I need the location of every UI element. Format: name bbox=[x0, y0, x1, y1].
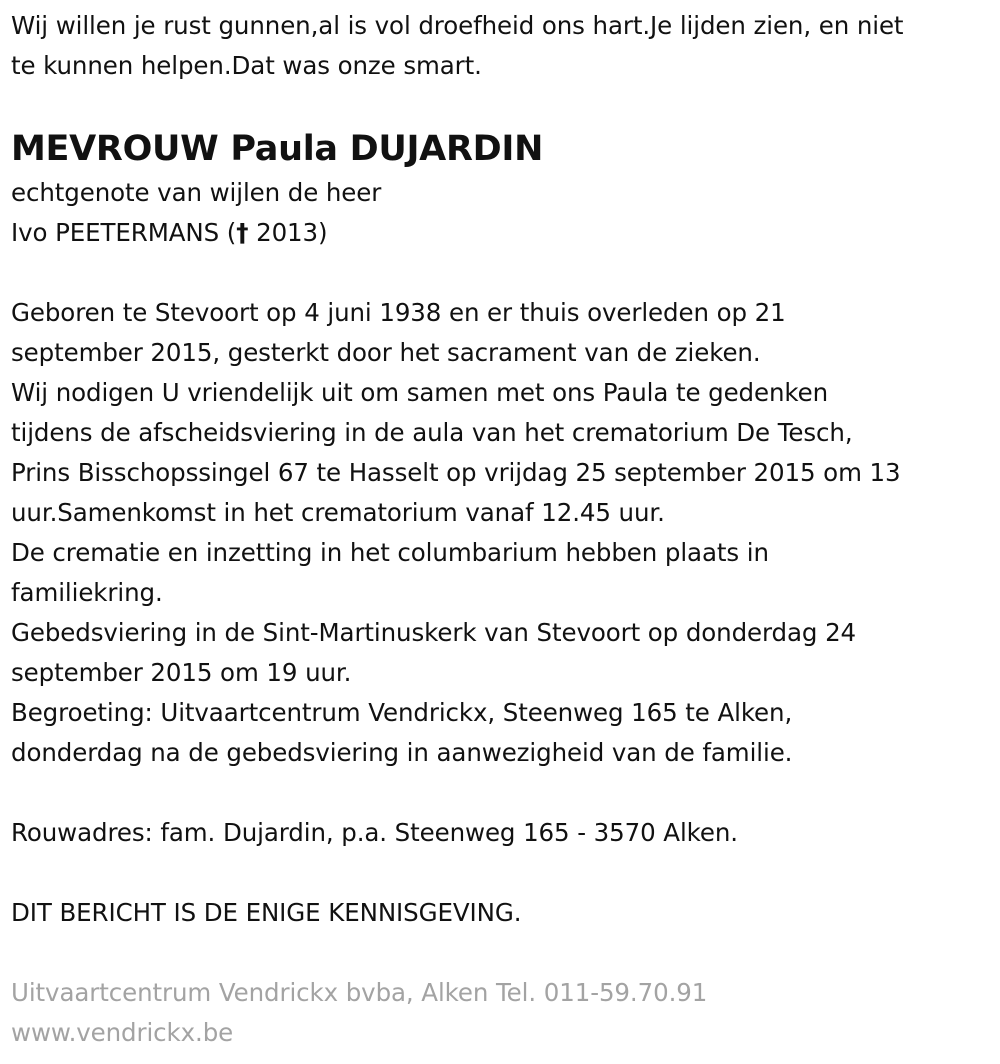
spacer bbox=[11, 853, 991, 893]
body-line: Begroeting: Uitvaartcentrum Vendrickx, Steenweg 165 te Alken, bbox=[11, 698, 793, 727]
body-line: september 2015 om 19 uur. bbox=[11, 658, 352, 687]
body-line: september 2015, gesterkt door het sacrament van de zieken. bbox=[11, 338, 761, 367]
body-line: familiekring. bbox=[11, 578, 163, 607]
funeral-home-contact: Uitvaartcentrum Vendrickx bvba, Alken Tel. 011-59.70.91 bbox=[11, 978, 708, 1007]
obituary-notice bbox=[11, 0, 991, 1053]
body-line: uur.Samenkomst in het crematorium vanaf 12.45 uur. bbox=[11, 498, 665, 527]
spouse-line bbox=[11, 213, 991, 253]
spacer bbox=[11, 933, 991, 973]
body-line: De crematie en inzetting in het columbarium hebben plaats in bbox=[11, 538, 769, 567]
poem-line: Wij willen je rust gunnen,al is vol droefheid ons hart.Je lijden zien, en niet bbox=[11, 11, 904, 40]
body-line: donderdag na de gebedsviering in aanwezigheid van de familie. bbox=[11, 738, 793, 767]
body-line: Geboren te Stevoort op 4 juni 1938 en er thuis overleden op 21 bbox=[11, 298, 786, 327]
spacer bbox=[11, 773, 991, 813]
deceased-name: MEVROUW Paula DUJARDIN bbox=[11, 129, 544, 169]
memorial-poem bbox=[11, 6, 991, 86]
body-line: Wij nodigen U vriendelijk uit om samen met ons Paula te gedenken bbox=[11, 378, 829, 407]
spouse-name: Ivo PEETERMANS ( bbox=[11, 218, 237, 247]
cross-icon: † bbox=[236, 218, 249, 247]
announcement-body bbox=[11, 293, 991, 773]
funeral-home-website: www.vendrickx.be bbox=[11, 1018, 234, 1047]
poem-line: te kunnen helpen.Dat was onze smart. bbox=[11, 51, 482, 80]
spouse-death-year: 2013) bbox=[248, 218, 328, 247]
body-line: Gebedsviering in de Sint-Martinuskerk van Stevoort op donderdag 24 bbox=[11, 618, 857, 647]
body-line: tijdens de afscheidsviering in de aula van het crematorium De Tesch, bbox=[11, 418, 853, 447]
spouse-intro: echtgenote van wijlen de heer bbox=[11, 178, 382, 207]
mourning-address: Rouwadres: fam. Dujardin, p.a. Steenweg 165 - 3570 Alken. bbox=[11, 818, 738, 847]
body-line: Prins Bisschopssingel 67 te Hasselt op vrijdag 25 september 2015 om 13 bbox=[11, 458, 901, 487]
spacer bbox=[11, 253, 991, 293]
notice-statement: DIT BERICHT IS DE ENIGE KENNISGEVING. bbox=[11, 898, 522, 927]
funeral-home-footer bbox=[11, 973, 991, 1053]
